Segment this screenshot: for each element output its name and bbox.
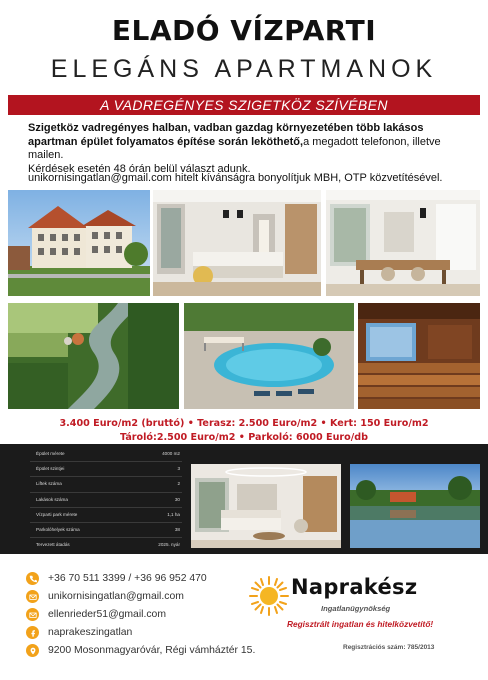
intro-contact-line: unikornisingatlan@gmail.com hitelt kívánságra bonyolítjuk MBH, OTP közvetítésével. [28, 172, 443, 184]
spec-label: Parkolóhelyek száma [36, 526, 80, 532]
email2-text: ellenrieder51@gmail.com [48, 609, 166, 620]
spec-value: 4000 m2 [162, 451, 180, 456]
email1-text: unikornisingatlan@gmail.com [48, 591, 184, 602]
contact-email-2[interactable] [26, 608, 166, 621]
spec-value: 38 [174, 526, 180, 532]
contact-facebook[interactable] [26, 626, 132, 639]
photo-sauna [358, 303, 480, 409]
photo-building-exterior [8, 190, 150, 296]
intro-bold-text: Szigetköz vadregényes halban, vadban gazdag környezetében több lakásos apartman épület folyamatos építése során leköthető, [28, 122, 424, 148]
contact-email-1[interactable] [26, 590, 184, 603]
spec-row [30, 493, 182, 508]
location-banner: A VADREGÉNYES SZIGETKÖZ SZÍVÉBEN [8, 95, 480, 115]
photo-kitchen-interior [153, 190, 321, 296]
spec-value: 2 [177, 481, 180, 487]
spec-label: Lakások száma [36, 496, 68, 502]
spec-table [30, 447, 182, 553]
price-list [0, 417, 488, 445]
registration-number: Regisztrációs szám: 785/2013 [343, 644, 435, 651]
brand-slogan: Regisztrált ingatlan és hitelközvetítő! [287, 619, 434, 629]
contact-phone[interactable] [26, 572, 207, 585]
email-icon [26, 590, 39, 603]
photo-river-aerial [8, 303, 179, 409]
phone-icon [26, 572, 39, 585]
photo-lounge-interior [191, 464, 341, 548]
spec-label: Liftek száma [36, 481, 62, 487]
address-text: 9200 Mosonmagyaróvár, Régi vámháztér 15. [48, 645, 256, 656]
spec-row [30, 508, 182, 523]
price-line1: 3.400 Euro/m2 (bruttó) • Terasz: 2.500 Euro/m2 • Kert: 150 Euro/m2 [59, 418, 429, 429]
email-icon [26, 608, 39, 621]
sun-logo-icon [248, 575, 290, 617]
brand-name: Naprakész [291, 575, 418, 599]
intro-normal-text: a megadott telefonon, illetve mailen. [28, 135, 441, 161]
intro-paragraph [28, 122, 468, 176]
spec-label: Épület szintjei [36, 466, 65, 472]
contact-address[interactable] [26, 644, 255, 657]
brand-subtitle: Ingatlanügynökség [321, 604, 391, 613]
spec-label: Tervezett átadás [36, 542, 70, 548]
photo-living-room [326, 190, 480, 296]
phone-text: +36 70 511 3399 / +36 96 952 470 [48, 573, 207, 584]
spec-row [30, 538, 182, 553]
facebook-text: naprakeszingatlan [48, 627, 133, 638]
photo-lakeside-view [350, 464, 480, 548]
spec-value: 3 [177, 466, 180, 472]
spec-row [30, 523, 182, 538]
price-line2: Tároló:2.500 Euro/m2 • Parkoló: 6000 Euro/db [120, 432, 368, 443]
photo-pool-spa [184, 303, 354, 409]
spec-label: Épület mérete [36, 451, 65, 456]
sub-title: ELEGÁNS APARTMANOK [50, 55, 438, 83]
main-title: ELADÓ VÍZPARTI [111, 14, 377, 47]
spec-row [30, 462, 182, 477]
spec-label: Vízparti park mérete [36, 511, 78, 517]
spec-value: 2025. nyár [158, 542, 180, 548]
spec-row [30, 447, 182, 462]
spec-value: 1,1 ha [167, 511, 180, 517]
intro-line2: Kérdések esetén 48 órán belül választ adunk. [28, 162, 251, 175]
facebook-icon [26, 626, 39, 639]
location-icon [26, 644, 39, 657]
spec-value: 30 [174, 496, 180, 502]
spec-row [30, 477, 182, 492]
